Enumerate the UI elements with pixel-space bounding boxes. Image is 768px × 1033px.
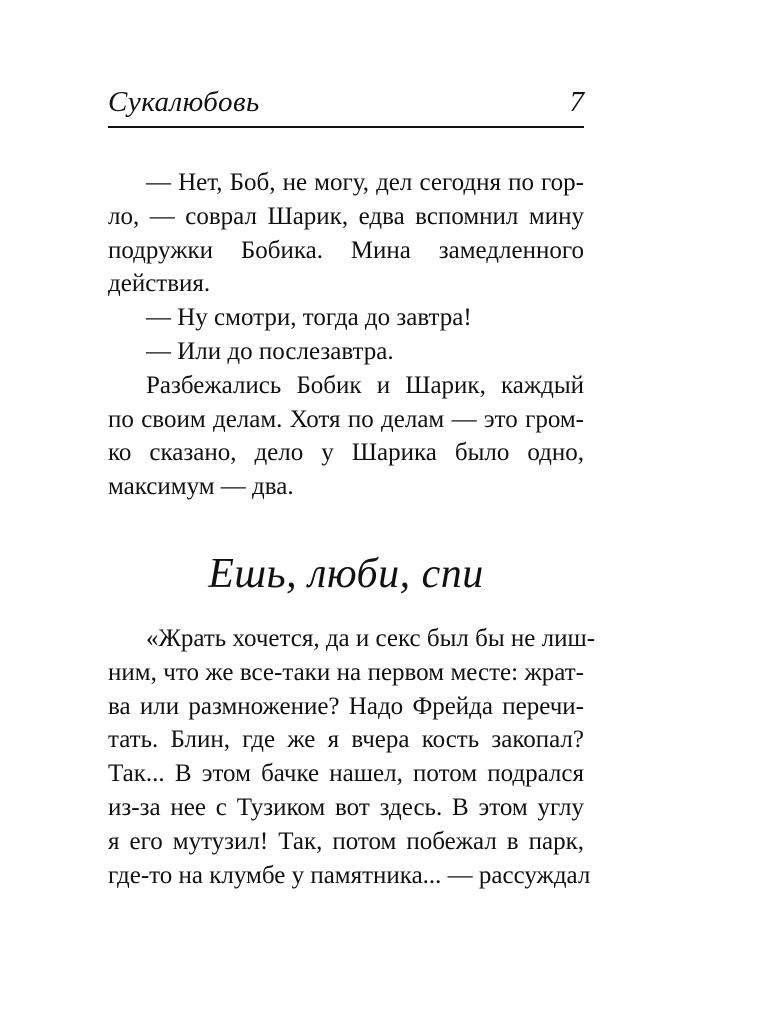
text-line: — Нет, Боб, не могу, дел сегодня по гор- xyxy=(146,169,584,196)
text-line: из-за нее с Тузиком вот здесь. В этом углу xyxy=(108,793,584,821)
text-line: я его мутузил! Так, потом побежал в парк, xyxy=(108,827,584,855)
text-line: — Или до послезавтра. xyxy=(146,337,394,365)
text-line: по своим делам. Хотя по делам — это гром- xyxy=(108,405,584,433)
text-line: ва или размножение? Надо Фрейда перечи- xyxy=(108,692,584,720)
text-line: где-то на клумбе у памятника... — рассуждал xyxy=(108,861,591,889)
text-line: — Ну смотри, тогда до завтра! xyxy=(146,304,472,332)
text-line: ло, — соврал Шарик, едва вспомнил мину xyxy=(108,202,584,230)
text-line: максимум — два. xyxy=(108,473,294,501)
running-head xyxy=(108,82,584,122)
text-line: ним, что же все-таки на первом месте: жрат- xyxy=(108,658,584,686)
text-line: подружки Бобика. Мина замедленного xyxy=(108,236,584,264)
text-line: действия. xyxy=(108,270,211,298)
running-title: Сукалюбовь xyxy=(108,86,260,118)
text-line: Разбежались Бобик и Шарик, каждый xyxy=(146,371,584,399)
page-number: 7 xyxy=(569,86,584,118)
text-block-bottom xyxy=(108,622,596,892)
text-line: тать. Блин, где же я вчера кость закопал? xyxy=(108,726,584,754)
section-heading: Ешь, люби, спи xyxy=(208,551,484,597)
text-line: «Жрать хочется, да и секс был бы не лиш- xyxy=(146,625,596,652)
text-line: ко сказано, дело у Шарика было одно, xyxy=(108,439,584,467)
text-block-top xyxy=(108,166,584,504)
text-line: Так... В этом бачке нашел, потом подрался xyxy=(108,760,584,788)
header-rule xyxy=(108,126,584,128)
